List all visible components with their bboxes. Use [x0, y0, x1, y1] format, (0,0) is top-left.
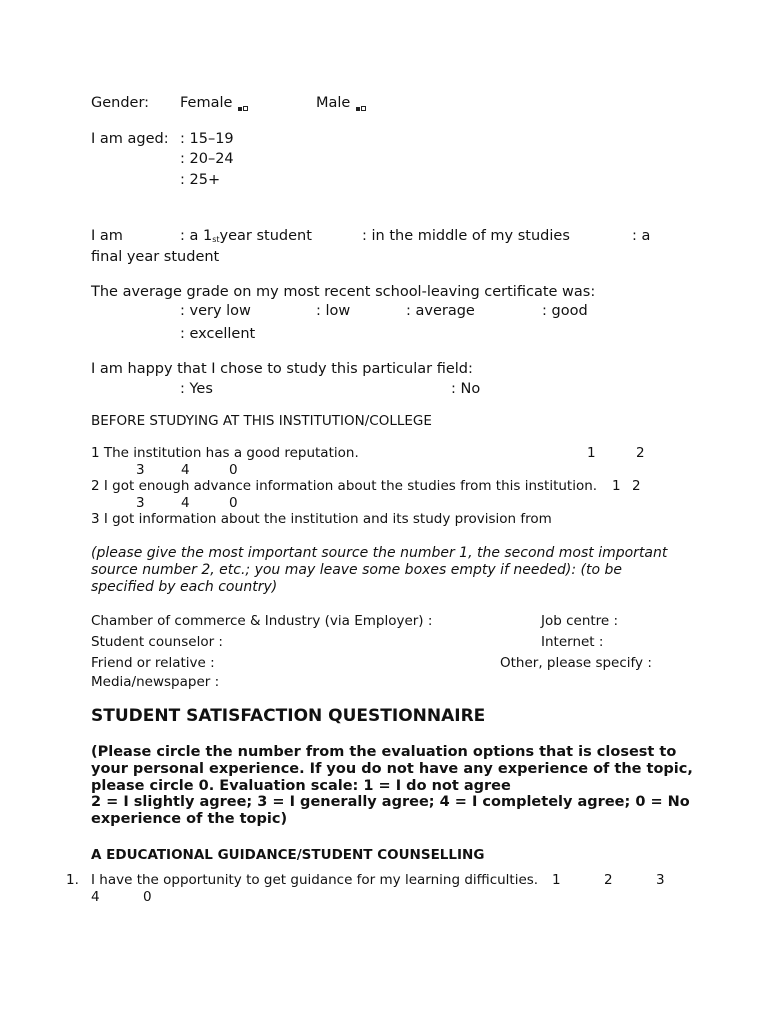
bold-instruction-line: (Please circle the number from the evaluation options that is closest to: [91, 744, 677, 760]
age-option[interactable]: : 20–24: [180, 151, 234, 167]
list-number: 1.: [66, 872, 79, 888]
instruction-line: source number 2, etc.; you may leave some boxes empty if needed): (to be: [91, 562, 622, 578]
source-media: Media/newspaper :: [91, 674, 220, 690]
scale-option[interactable]: 1: [552, 872, 561, 888]
grade-option[interactable]: : very low: [180, 303, 251, 319]
bold-instruction-line: your personal experience. If you do not have any experience of the topic,: [91, 761, 693, 777]
bold-instruction-line: 2 = I slightly agree; 3 = I generally agree; 4 = I completely agree; 0 = No: [91, 794, 690, 810]
grade-option[interactable]: : excellent: [180, 326, 256, 342]
scale-option[interactable]: 4: [181, 495, 190, 511]
gender-male-label: Male: [316, 95, 351, 111]
grade-option[interactable]: : low: [316, 303, 351, 319]
page-title: STUDENT SATISFACTION QUESTIONNAIRE: [91, 706, 486, 726]
age-option[interactable]: : 25+: [180, 172, 221, 188]
source-chamber: Chamber of commerce & Industry (via Employer) :: [91, 613, 433, 629]
checkbox-icon[interactable]: [356, 100, 366, 105]
instruction-line: (please give the most important source the number 1, the second most important: [91, 545, 668, 561]
scale-option[interactable]: 3: [656, 872, 665, 888]
year-label: I am: [91, 228, 123, 244]
year-option-final-text: final year student: [91, 249, 220, 265]
happy-option-no[interactable]: : No: [451, 381, 481, 397]
gender-option-male[interactable]: [316, 96, 366, 111]
instruction-line: specified by each country): [91, 579, 278, 595]
gender-option-female[interactable]: [180, 96, 248, 111]
question-text: 2 I got enough advance information about the studies from this institution.: [91, 478, 598, 494]
bold-instruction-line: please circle 0. Evaluation scale: 1 = I do not agree: [91, 778, 511, 794]
question-text: 3 I got information about the institution and its study provision from: [91, 511, 552, 527]
scale-option[interactable]: 3: [136, 495, 145, 511]
grade-question: The average grade on my most recent school-leaving certificate was:: [91, 284, 596, 300]
scale-option[interactable]: 2: [604, 872, 613, 888]
source-counselor: Student counselor :: [91, 634, 223, 650]
year-option-first-prefix: : a 1: [180, 228, 213, 244]
grade-option[interactable]: : average: [406, 303, 475, 319]
scale-option[interactable]: 0: [229, 462, 238, 478]
source-other: Other, please specify :: [500, 655, 652, 671]
year-option-first[interactable]: [180, 229, 312, 244]
gender-label: Gender:: [91, 95, 150, 111]
question-text: I have the opportunity to get guidance for my learning difficulties.: [91, 872, 539, 888]
source-internet: Internet :: [541, 634, 604, 650]
question-text: 1 The institution has a good reputation.: [91, 445, 359, 461]
year-option-first-suffix: st: [212, 235, 220, 244]
scale-option[interactable]: 2: [632, 478, 641, 494]
happy-option-yes[interactable]: : Yes: [180, 381, 213, 397]
year-option-final[interactable]: : a: [632, 228, 651, 244]
year-option-middle[interactable]: : in the middle of my studies: [362, 228, 570, 244]
happy-question: I am happy that I chose to study this particular field:: [91, 361, 473, 377]
source-friend: Friend or relative :: [91, 655, 215, 671]
scale-option[interactable]: 4: [91, 889, 100, 905]
checkbox-icon[interactable]: [238, 100, 248, 105]
bold-instruction-line: experience of the topic): [91, 811, 288, 827]
scale-option[interactable]: 4: [181, 462, 190, 478]
scale-option[interactable]: 0: [143, 889, 152, 905]
gender-female-label: Female: [180, 95, 233, 111]
scale-option[interactable]: 3: [136, 462, 145, 478]
year-option-first-text: year student: [219, 228, 312, 244]
scale-option[interactable]: 1: [612, 478, 621, 494]
age-option[interactable]: : 15–19: [180, 131, 234, 147]
scale-option[interactable]: 1: [587, 445, 596, 461]
section-heading-before: BEFORE STUDYING AT THIS INSTITUTION/COLLEGE: [91, 413, 432, 429]
age-label: I am aged:: [91, 131, 169, 147]
scale-option[interactable]: 2: [636, 445, 645, 461]
grade-option[interactable]: : good: [542, 303, 588, 319]
scale-option[interactable]: 0: [229, 495, 238, 511]
section-heading-a: A EDUCATIONAL GUIDANCE/STUDENT COUNSELLING: [91, 847, 485, 863]
source-job-centre: Job centre :: [541, 613, 619, 629]
